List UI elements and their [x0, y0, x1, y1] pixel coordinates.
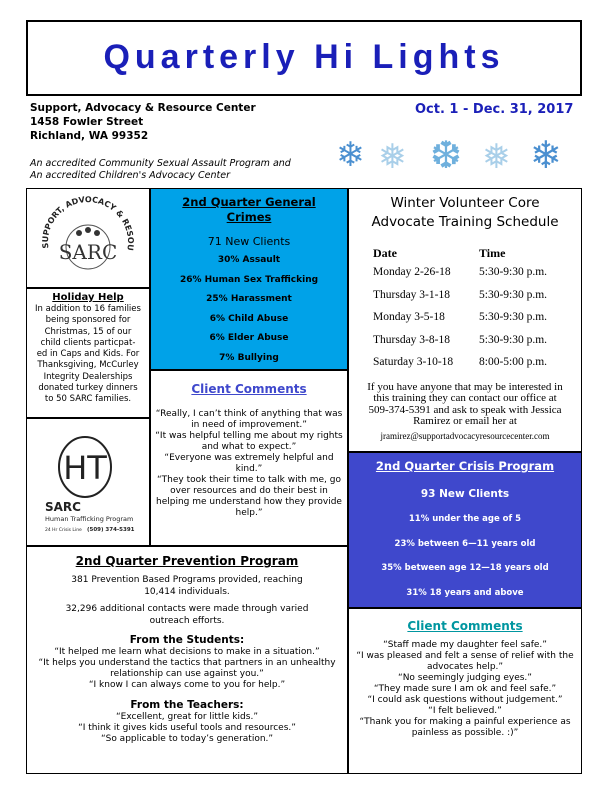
client-quote: “Everyone was extremely helpful and kind.” [164, 453, 334, 474]
general-crimes-stat: 6% Elder Abuse [209, 333, 289, 343]
crisis-new-clients: 93 New Clients [420, 488, 510, 500]
ht-logo-org: SARC [45, 500, 81, 514]
teacher-quote: “So applicable to today’s generation.” [100, 734, 274, 744]
org-address [30, 101, 256, 143]
title-box [26, 20, 582, 96]
general-crimes-heading-line-2: Crimes [226, 210, 272, 224]
training-heading-line-2: Advocate Training Schedule [371, 214, 559, 230]
client-comments-box-2 [348, 608, 582, 774]
students-heading: From the Students: [129, 634, 245, 646]
sarc-logo [27, 189, 149, 287]
sarc-logo-arc-text: SUPPORT, ADVOCACY & RESOU [40, 195, 136, 252]
prevention-text-line: 32,296 additional contacts were made through varied [65, 604, 309, 614]
client-comments-heading: Client Comments [407, 619, 523, 633]
prevention-text-line: 10,414 individuals. [144, 586, 230, 597]
snowflake-icon: ❅ [378, 137, 407, 177]
ht-logo-hotline: (509) 374-5391 [87, 527, 135, 533]
crisis-stat: 11% under the age of 5 [408, 514, 522, 524]
training-table [373, 246, 547, 374]
training-time: 8:00-5:00 p.m. [479, 356, 548, 369]
general-crimes-stat: 30% Assault [217, 255, 281, 265]
client-quote: “They took their time to talk with me, go over resources and do their best in helping me understand how they provide help.” [156, 475, 342, 518]
client-quote: “I felt believed.” [428, 706, 502, 716]
snowflake-icon: ❆ [430, 133, 462, 177]
general-crimes-stat: 25% Harassment [206, 294, 292, 304]
prevention-text-line: 381 Prevention Based Programs provided, reaching [71, 575, 303, 585]
holiday-line: child clients particpat- [40, 337, 136, 348]
training-time: 5:30-9:30 p.m. [479, 333, 548, 346]
sarc-logo-box [26, 188, 150, 288]
training-contact-line: If you have anyone that may be interested in [367, 380, 563, 393]
holiday-line: being sponsored for [45, 315, 131, 326]
training-time: 5:30-9:30 p.m. [479, 288, 548, 301]
table-row [373, 329, 547, 352]
ht-logo-hotline-label: 24 Hr Crisis Line [45, 528, 82, 533]
training-contact-line: this training they can contact our office at [373, 392, 557, 404]
prevention-program-box [26, 546, 348, 774]
table-row [373, 261, 547, 284]
training-contact-line: 509-374-5391 and ask to speak with Jessica [368, 403, 562, 416]
training-schedule-box [348, 188, 582, 452]
student-quote: “It helps you understand the tactics that partners in an unhealthy relationship can use against you.” [38, 658, 336, 679]
table-row [373, 351, 547, 374]
training-col-date: Date [373, 246, 397, 260]
page-title: Quarterly Hi Lights [103, 38, 505, 76]
client-comments-heading: Client Comments [191, 382, 307, 396]
training-date: Thursday 3-1-18 [373, 288, 450, 301]
accreditation-line: An accredited Children's Advocacy Center [30, 170, 231, 181]
date-range: Oct. 1 - Dec. 31, 2017 [415, 102, 574, 117]
general-crimes-stat: 6% Child Abuse [209, 313, 289, 324]
snowflake-icon: ❄ [336, 135, 365, 175]
general-crimes-new-clients: 71 New Clients [207, 235, 291, 248]
holiday-help-heading: Holiday Help [52, 292, 124, 303]
ht-logo-box [26, 418, 150, 546]
teachers-heading: From the Teachers: [130, 699, 244, 711]
training-time: 5:30-9:30 p.m. [479, 266, 548, 279]
prevention-para-1 [27, 575, 347, 598]
holiday-line: donated turkey dinners [38, 383, 138, 394]
holiday-help-text [30, 304, 146, 406]
crisis-stat: 23% between 6—11 years old [394, 538, 536, 549]
ht-logo [27, 419, 149, 545]
training-contact-line: Ramirez or email her at [413, 415, 517, 427]
accreditations [30, 158, 291, 182]
teacher-quote: “I think it gives kids useful tools and resources.” [78, 723, 296, 733]
prevention-heading: 2nd Quarter Prevention Program [75, 554, 299, 568]
general-crimes-heading-line-1: 2nd Quarter General [182, 195, 316, 209]
crisis-stat: 31% 18 years and above [406, 587, 524, 598]
crisis-heading: 2nd Quarter Crisis Program [375, 459, 555, 473]
prevention-para-2 [27, 604, 347, 627]
training-time: 5:30-9:30 p.m. [479, 311, 548, 324]
client-comments-box-1 [150, 370, 348, 546]
crisis-stat: 35% between age 12—18 years old [381, 563, 549, 573]
client-quote: “It was helpful telling me about my rights and what to expect.” [155, 431, 343, 452]
training-heading-line-1: Winter Volunteer Core [390, 195, 540, 211]
holiday-line: Christmas, 15 of our [44, 326, 132, 337]
client-quote: “No seemingly judging eyes.” [398, 673, 532, 683]
client-quote: “I could ask questions without judgement.” [367, 695, 563, 705]
general-crimes-stat: 7% Bullying [219, 352, 279, 363]
client-quote: “Thank you for making a painful experience as painless as possible. :)” [359, 717, 571, 738]
training-date: Monday 3-5-18 [373, 311, 445, 324]
crisis-program-box [348, 452, 582, 608]
client-quote: “They made sure I am ok and feel safe.” [373, 684, 557, 694]
table-row [373, 306, 547, 329]
ht-logo-program: Human Trafficking Program [45, 515, 134, 523]
holiday-line: ed in Caps and Kids. For [36, 349, 140, 360]
training-date: Thursday 3-8-18 [373, 333, 450, 346]
snowflake-icon: ❄ [530, 133, 562, 177]
general-crimes-box [150, 188, 348, 370]
snowflake-icon: ❅ [482, 137, 511, 177]
org-city: Richland, WA 99352 [30, 130, 149, 142]
holiday-help-box [26, 288, 150, 418]
org-street: 1458 Fowler Street [30, 116, 144, 128]
ht-logo-letters: HT [63, 449, 107, 487]
prevention-text-line: outreach efforts. [149, 615, 225, 626]
client-quote: “Really, I can’t think of anything that was in need of improvement.” [155, 409, 343, 430]
sarc-logo-letters: SARC [58, 240, 118, 264]
training-col-time: Time [479, 246, 506, 260]
table-row [373, 284, 547, 307]
client-quote: “Staff made my daughter feel safe.” [383, 640, 547, 650]
student-quote: “It helped me learn what decisions to make in a situation.” [54, 647, 320, 657]
holiday-line: Thanksgiving, McCurley [37, 360, 139, 371]
training-email[interactable]: jramirez@supportadvocacyresourcecenter.com [380, 430, 550, 441]
client-quote: “I was pleased and felt a sense of relief with the advocates help.” [356, 651, 574, 672]
training-date: Saturday 3-10-18 [373, 356, 454, 369]
holiday-line: In addition to 16 families [35, 304, 141, 314]
holiday-line: to 50 SARC families. [44, 394, 132, 405]
training-date: Monday 2-26-18 [373, 266, 451, 279]
holiday-line: Integrity Dealerships [43, 371, 133, 382]
teacher-quote: “Excellent, great for little kids.” [116, 712, 258, 722]
general-crimes-stat: 26% Human Sex Trafficking [179, 274, 319, 285]
student-quote: “I know I can always come to you for help.” [88, 680, 286, 690]
training-contact [353, 382, 577, 443]
accreditation-line: An accredited Community Sexual Assault Program and [30, 158, 291, 169]
org-name: Support, Advocacy & Resource Center [30, 102, 256, 114]
